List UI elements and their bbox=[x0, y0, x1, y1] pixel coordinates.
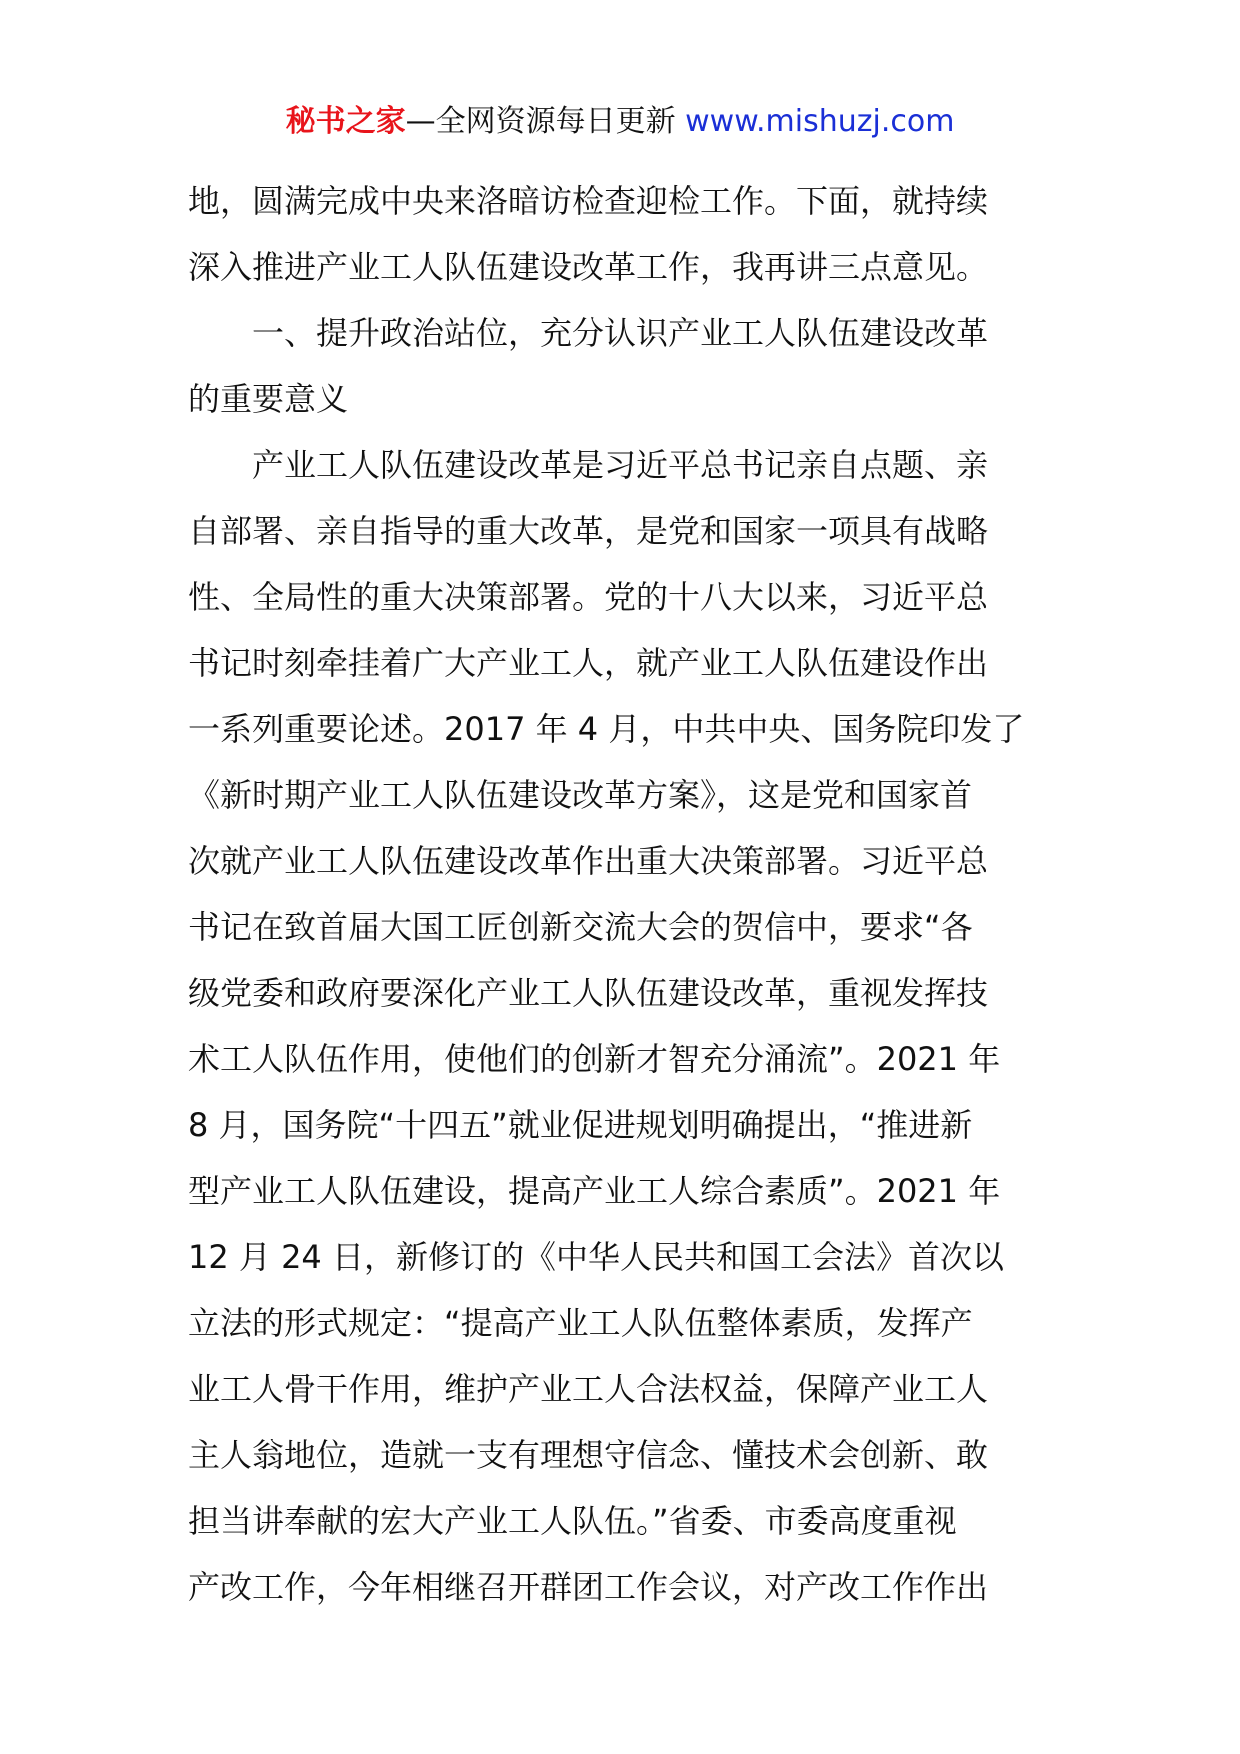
text-line: 《新时期产业工人队伍建设改革方案》，这是党和国家首 bbox=[188, 776, 973, 814]
watermark-header bbox=[0, 100, 1240, 144]
text-line: 型产业工人队伍建设，提高产业工人综合素质”。2021 年 bbox=[188, 1172, 1001, 1210]
text-line: 主人翁地位，造就一支有理想守信念、懂技术会创新、敢 bbox=[188, 1436, 989, 1474]
website-url[interactable]: www.mishuzj.com bbox=[685, 104, 955, 139]
text-line: 立法的形式规定：“提高产业工人队伍整体素质，发挥产 bbox=[188, 1304, 973, 1342]
document-body bbox=[188, 168, 1058, 1620]
text-line: 业工人骨干作用，维护产业工人合法权益，保障产业工人 bbox=[188, 1370, 989, 1408]
text-line: 自部署、亲自指导的重大改革，是党和国家一项具有战略 bbox=[188, 512, 989, 550]
text-line: 产改工作，今年相继召开群团工作会议，对产改工作作出 bbox=[188, 1568, 989, 1606]
text-line: 书记在致首届大国工匠创新交流大会的贺信中，要求“各 bbox=[188, 908, 973, 946]
text-line: 次就产业工人队伍建设改革作出重大决策部署。习近平总 bbox=[188, 842, 989, 880]
text-line: 深入推进产业工人队伍建设改革工作，我再讲三点意见。 bbox=[188, 248, 989, 286]
text-line: 一系列重要论述。2017 年 4 月，中共中央、国务院印发了 bbox=[188, 710, 1025, 748]
text-line: 8 月，国务院“十四五”就业促进规划明确提出，“推进新 bbox=[188, 1106, 973, 1144]
text-line: 书记时刻牵挂着广大产业工人，就产业工人队伍建设作出 bbox=[188, 644, 989, 682]
text-line: 产业工人队伍建设改革是习近平总书记亲自点题、亲 bbox=[252, 446, 989, 484]
section-heading-cont: 的重要意义 bbox=[188, 380, 349, 418]
text-line: 12 月 24 日，新修订的《中华人民共和国工会法》首次以 bbox=[188, 1238, 1004, 1276]
text-line: 级党委和政府要深化产业工人队伍建设改革，重视发挥技 bbox=[188, 974, 989, 1012]
text-line: 担当讲奉献的宏大产业工人队伍。”省委、市委高度重视 bbox=[188, 1502, 957, 1540]
text-line: 术工人队伍作用，使他们的创新才智充分涌流”。2021 年 bbox=[188, 1040, 1001, 1078]
brand-name: 秘书之家 bbox=[285, 104, 406, 139]
text-line: 性、全局性的重大决策部署。党的十八大以来，习近平总 bbox=[188, 578, 989, 616]
header-tagline: —全网资源每日更新 bbox=[405, 104, 686, 139]
section-heading: 一、提升政治站位，充分认识产业工人队伍建设改革 bbox=[252, 314, 989, 352]
text-line: 地，圆满完成中央来洛暗访检查迎检工作。下面，就持续 bbox=[188, 182, 989, 220]
